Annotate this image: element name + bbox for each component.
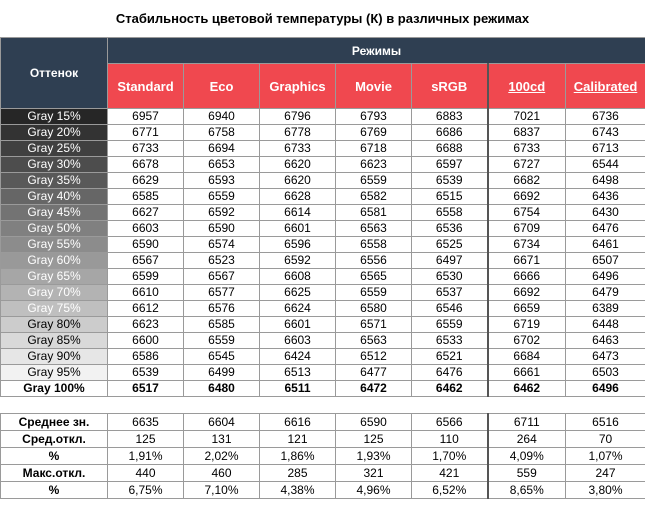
value-cell: 6610	[108, 285, 184, 301]
value-cell: 6793	[336, 109, 412, 125]
value-cell: 6702	[488, 333, 566, 349]
stats-value-cell: 6616	[260, 414, 336, 431]
table-row	[1, 333, 645, 349]
value-cell: 6612	[108, 301, 184, 317]
stats-value-cell: 1,93%	[336, 448, 412, 465]
value-cell: 6608	[260, 269, 336, 285]
stats-label: Макс.откл.	[1, 465, 108, 482]
value-cell: 6769	[336, 125, 412, 141]
value-cell: 6694	[184, 141, 260, 157]
value-cell: 6536	[412, 221, 488, 237]
value-cell: 6473	[566, 349, 645, 365]
col-header-movie: Movie	[336, 64, 412, 109]
value-cell: 6511	[260, 381, 336, 397]
table-row	[1, 365, 645, 381]
value-cell: 6576	[184, 301, 260, 317]
stats-value-cell: 4,09%	[488, 448, 566, 465]
value-cell: 6480	[184, 381, 260, 397]
value-cell: 6940	[184, 109, 260, 125]
stats-value-cell: 4,38%	[260, 482, 336, 499]
shade-label: Gray 55%	[1, 237, 108, 253]
modes-header: Режимы	[108, 38, 645, 64]
stats-value-cell: 559	[488, 465, 566, 482]
value-cell: 6734	[488, 237, 566, 253]
shade-label: Gray 100%	[1, 381, 108, 397]
stats-value-cell: 6604	[184, 414, 260, 431]
value-cell: 6537	[412, 285, 488, 301]
value-cell: 6525	[412, 237, 488, 253]
value-cell: 6556	[336, 253, 412, 269]
value-cell: 6389	[566, 301, 645, 317]
value-cell: 6559	[184, 189, 260, 205]
value-cell: 6461	[566, 237, 645, 253]
stats-value-cell: 3,80%	[566, 482, 645, 499]
value-cell: 6499	[184, 365, 260, 381]
value-cell: 6758	[184, 125, 260, 141]
stats-label: %	[1, 482, 108, 499]
value-cell: 6530	[412, 269, 488, 285]
value-cell: 6719	[488, 317, 566, 333]
value-cell: 6574	[184, 237, 260, 253]
stats-value-cell: 8,65%	[488, 482, 566, 499]
value-cell: 6582	[336, 189, 412, 205]
stats-value-cell: 70	[566, 431, 645, 448]
stats-value-cell: 460	[184, 465, 260, 482]
value-cell: 6624	[260, 301, 336, 317]
table-row	[1, 125, 645, 141]
stats-label: Среднее зн.	[1, 414, 108, 431]
color-temperature-table	[0, 37, 645, 499]
stats-value-cell: 1,07%	[566, 448, 645, 465]
value-cell: 6684	[488, 349, 566, 365]
value-cell: 6559	[184, 333, 260, 349]
value-cell: 6586	[108, 349, 184, 365]
stats-value-cell: 247	[566, 465, 645, 482]
value-cell: 6592	[260, 253, 336, 269]
value-cell: 6629	[108, 173, 184, 189]
value-cell: 6709	[488, 221, 566, 237]
value-cell: 6585	[184, 317, 260, 333]
shade-label: Gray 50%	[1, 221, 108, 237]
value-cell: 6436	[566, 189, 645, 205]
value-cell: 6688	[412, 141, 488, 157]
table-row	[1, 109, 645, 125]
value-cell: 6533	[412, 333, 488, 349]
value-cell: 6580	[336, 301, 412, 317]
value-cell: 6497	[412, 253, 488, 269]
shade-label: Gray 45%	[1, 205, 108, 221]
table-row	[1, 157, 645, 173]
value-cell: 6661	[488, 365, 566, 381]
value-cell: 6653	[184, 157, 260, 173]
stats-value-cell: 4,96%	[336, 482, 412, 499]
value-cell: 6512	[336, 349, 412, 365]
stats-value-cell: 6,75%	[108, 482, 184, 499]
value-cell: 6585	[108, 189, 184, 205]
stats-value-cell: 110	[412, 431, 488, 448]
shade-label: Gray 80%	[1, 317, 108, 333]
value-cell: 6593	[184, 173, 260, 189]
value-cell: 6496	[566, 269, 645, 285]
value-cell: 6539	[108, 365, 184, 381]
value-cell: 6957	[108, 109, 184, 125]
shade-label: Gray 95%	[1, 365, 108, 381]
stats-value-cell: 6635	[108, 414, 184, 431]
stats-value-cell: 321	[336, 465, 412, 482]
value-cell: 6620	[260, 157, 336, 173]
value-cell: 6883	[412, 109, 488, 125]
table-body	[1, 109, 645, 397]
value-cell: 6462	[488, 381, 566, 397]
value-cell: 6571	[336, 317, 412, 333]
stats-row	[1, 482, 645, 499]
value-cell: 6515	[412, 189, 488, 205]
value-cell: 6671	[488, 253, 566, 269]
value-cell: 6476	[412, 365, 488, 381]
value-cell: 6577	[184, 285, 260, 301]
stats-value-cell: 125	[336, 431, 412, 448]
value-cell: 6476	[566, 221, 645, 237]
value-cell: 6682	[488, 173, 566, 189]
value-cell: 6603	[108, 221, 184, 237]
table-row	[1, 253, 645, 269]
value-cell: 6627	[108, 205, 184, 221]
stats-value-cell: 1,91%	[108, 448, 184, 465]
value-cell: 6771	[108, 125, 184, 141]
stats-label: Сред.откл.	[1, 431, 108, 448]
stats-value-cell: 6711	[488, 414, 566, 431]
stats-label: %	[1, 448, 108, 465]
value-cell: 6603	[260, 333, 336, 349]
value-cell: 6601	[260, 317, 336, 333]
table-row	[1, 173, 645, 189]
table-row	[1, 221, 645, 237]
value-cell: 6472	[336, 381, 412, 397]
table-row	[1, 189, 645, 205]
shade-label: Gray 35%	[1, 173, 108, 189]
value-cell: 6496	[566, 381, 645, 397]
value-cell: 6567	[108, 253, 184, 269]
value-cell: 6733	[108, 141, 184, 157]
table-row	[1, 205, 645, 221]
table-row	[1, 237, 645, 253]
stats-value-cell: 121	[260, 431, 336, 448]
value-cell: 6503	[566, 365, 645, 381]
stats-value-cell: 440	[108, 465, 184, 482]
shade-label: Gray 30%	[1, 157, 108, 173]
stats-body	[1, 414, 645, 499]
table-title: Стабильность цветовой температуры (К) в различных режимах	[115, 11, 530, 26]
value-cell: 6713	[566, 141, 645, 157]
shade-label: Gray 20%	[1, 125, 108, 141]
value-cell: 6544	[566, 157, 645, 173]
shade-label: Gray 25%	[1, 141, 108, 157]
value-cell: 6563	[336, 221, 412, 237]
value-cell: 6614	[260, 205, 336, 221]
value-cell: 6590	[184, 221, 260, 237]
value-cell: 6590	[108, 237, 184, 253]
value-cell: 6692	[488, 189, 566, 205]
col-header-calibrated: Calibrated	[566, 64, 645, 109]
shade-label: Gray 40%	[1, 189, 108, 205]
value-cell: 6599	[108, 269, 184, 285]
stats-value-cell: 125	[108, 431, 184, 448]
stats-value-cell: 264	[488, 431, 566, 448]
table-row	[1, 349, 645, 365]
value-cell: 6778	[260, 125, 336, 141]
stats-value-cell: 1,70%	[412, 448, 488, 465]
value-cell: 6601	[260, 221, 336, 237]
value-cell: 6743	[566, 125, 645, 141]
col-header-srgb: sRGB	[412, 64, 488, 109]
value-cell: 6837	[488, 125, 566, 141]
value-cell: 6463	[566, 333, 645, 349]
col-header-standard: Standard	[108, 64, 184, 109]
stats-row	[1, 465, 645, 482]
stats-value-cell: 1,86%	[260, 448, 336, 465]
value-cell: 6558	[412, 205, 488, 221]
shade-label: Gray 75%	[1, 301, 108, 317]
value-cell: 6479	[566, 285, 645, 301]
table-row	[1, 141, 645, 157]
value-cell: 7021	[488, 109, 566, 125]
stats-value-cell: 7,10%	[184, 482, 260, 499]
value-cell: 6477	[336, 365, 412, 381]
value-cell: 6424	[260, 349, 336, 365]
value-cell: 6539	[412, 173, 488, 189]
table-row	[1, 301, 645, 317]
shade-label: Gray 70%	[1, 285, 108, 301]
value-cell: 6567	[184, 269, 260, 285]
value-cell: 6692	[488, 285, 566, 301]
value-cell: 6666	[488, 269, 566, 285]
table-row	[1, 381, 645, 397]
stats-value-cell: 6,52%	[412, 482, 488, 499]
value-cell: 6628	[260, 189, 336, 205]
value-cell: 6448	[566, 317, 645, 333]
value-cell: 6559	[336, 173, 412, 189]
value-cell: 6565	[336, 269, 412, 285]
value-cell: 6523	[184, 253, 260, 269]
value-cell: 6513	[260, 365, 336, 381]
value-cell: 6592	[184, 205, 260, 221]
col-header-graphics: Graphics	[260, 64, 336, 109]
stats-value-cell: 6566	[412, 414, 488, 431]
value-cell: 6517	[108, 381, 184, 397]
value-cell: 6521	[412, 349, 488, 365]
table-row	[1, 269, 645, 285]
value-cell: 6430	[566, 205, 645, 221]
value-cell: 6796	[260, 109, 336, 125]
col-header-100cd: 100cd	[488, 64, 566, 109]
value-cell: 6659	[488, 301, 566, 317]
shade-label: Gray 65%	[1, 269, 108, 285]
stats-value-cell: 421	[412, 465, 488, 482]
shade-header: Оттенок	[1, 38, 108, 109]
shade-label: Gray 15%	[1, 109, 108, 125]
value-cell: 6498	[566, 173, 645, 189]
value-cell: 6507	[566, 253, 645, 269]
shade-label: Gray 60%	[1, 253, 108, 269]
value-cell: 6623	[336, 157, 412, 173]
value-cell: 6754	[488, 205, 566, 221]
value-cell: 6462	[412, 381, 488, 397]
shade-label: Gray 85%	[1, 333, 108, 349]
value-cell: 6558	[336, 237, 412, 253]
stats-row	[1, 448, 645, 465]
value-cell: 6559	[412, 317, 488, 333]
value-cell: 6546	[412, 301, 488, 317]
stats-row	[1, 431, 645, 448]
stats-value-cell: 6590	[336, 414, 412, 431]
stats-value-cell: 2,02%	[184, 448, 260, 465]
col-header-eco: Eco	[184, 64, 260, 109]
value-cell: 6733	[260, 141, 336, 157]
value-cell: 6733	[488, 141, 566, 157]
shade-label: Gray 90%	[1, 349, 108, 365]
value-cell: 6559	[336, 285, 412, 301]
value-cell: 6620	[260, 173, 336, 189]
value-cell: 6686	[412, 125, 488, 141]
stats-row	[1, 414, 645, 431]
value-cell: 6597	[412, 157, 488, 173]
value-cell: 6623	[108, 317, 184, 333]
value-cell: 6596	[260, 237, 336, 253]
stats-value-cell: 285	[260, 465, 336, 482]
table-row	[1, 317, 645, 333]
value-cell: 6727	[488, 157, 566, 173]
table-row	[1, 285, 645, 301]
value-cell: 6581	[336, 205, 412, 221]
spacer-row	[1, 397, 645, 414]
value-cell: 6678	[108, 157, 184, 173]
value-cell: 6600	[108, 333, 184, 349]
value-cell: 6563	[336, 333, 412, 349]
value-cell: 6545	[184, 349, 260, 365]
value-cell: 6625	[260, 285, 336, 301]
stats-value-cell: 131	[184, 431, 260, 448]
stats-value-cell: 6516	[566, 414, 645, 431]
value-cell: 6718	[336, 141, 412, 157]
value-cell: 6736	[566, 109, 645, 125]
